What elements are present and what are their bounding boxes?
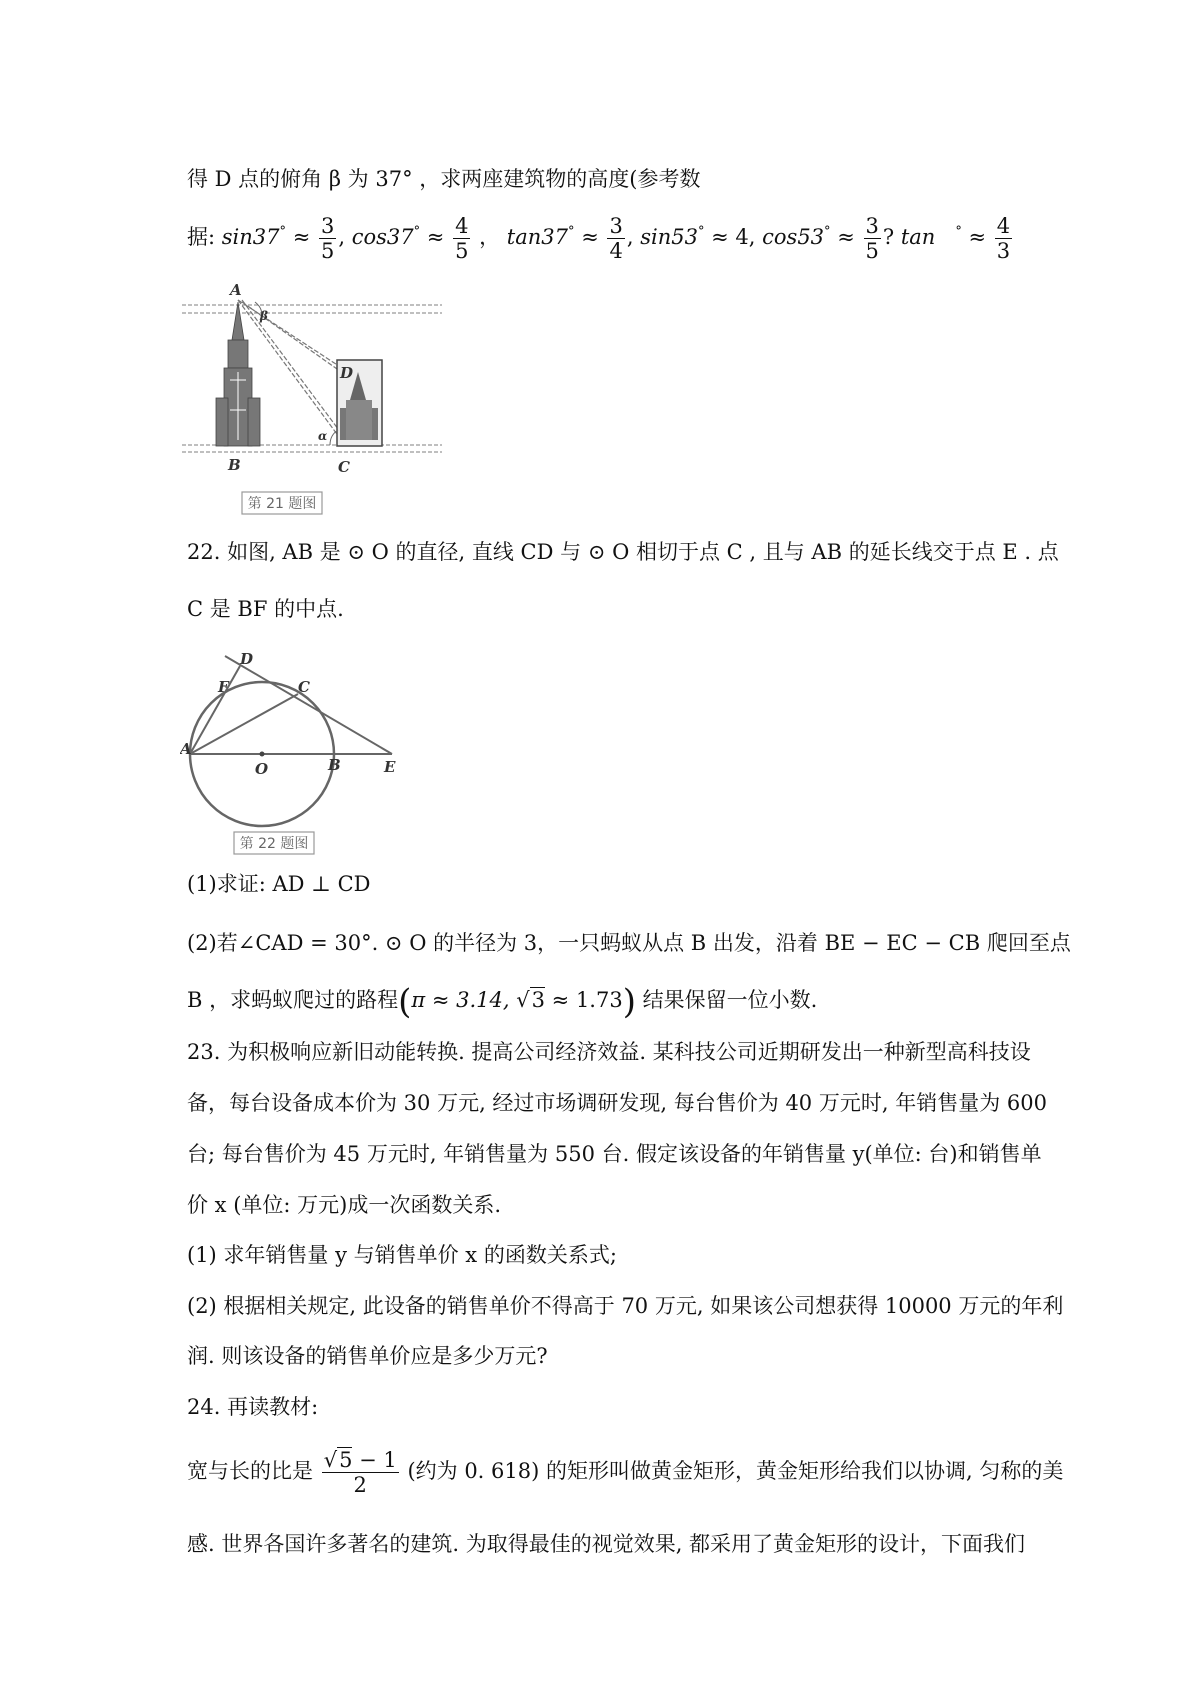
fig22-label-c: C <box>298 678 310 696</box>
fig21-label-c: C <box>338 458 350 476</box>
q23-line4: 价 x (单位: 万元)成一次函数关系. <box>187 1193 502 1217</box>
q23-part2-b: 润. 则该设备的销售单价应是多少万元? <box>187 1344 548 1368</box>
q21-frac-3-5: $\frac{3}{5}$ <box>320 214 335 264</box>
fig22-label-d: D <box>240 650 254 668</box>
q23-line2: 备，每台设备成本价为 30 万元, 经过市场调研发现, 每台售价为 40 万元时, 年销售量为 600 <box>187 1091 1047 1115</box>
q21-cos53: cos53 <box>762 225 825 250</box>
fig22-label-o: O <box>255 760 269 778</box>
q22-line2: C 是 BF 的中点. <box>187 597 344 621</box>
q22-line1: 22. 如图, AB 是 ⊙ O 的直径, 直线 CD 与 ⊙ O 相切于点 C , 且与 AB 的延长线交于点 E . 点 <box>187 540 1059 564</box>
q22-part2-b: B ，求蚂蚁爬过的路程(π ≈ 3.14, √3 ≈ 1.73) 结果保留一位小数. <box>187 982 818 1022</box>
q21-reference-data: 据: sin37° ≈ $\frac{3}{5}$ , cos37° ≈ $\frac{4}{5}$ ， tan37° ≈ $\frac{3}{4}$ , sin53° ≈ 4, cos53° ≈ $\frac{3}{5}$ ? tan ° ≈ $\frac{4}{3}$ <box>187 214 1011 264</box>
q21-sin37: sin37 <box>221 225 280 250</box>
q24-line2: 感. 世界各国许多著名的建筑. 为取得最佳的视觉效果, 都采用了黄金矩形的设计，下面我们 <box>187 1532 1026 1556</box>
q21-tan53: tan <box>900 225 936 250</box>
q23-part2-a: (2) 根据相关规定, 此设备的销售单价不得高于 70 万元, 如果该公司想获得 10000 万元的年利 <box>187 1294 1064 1318</box>
fig21-label-b: B <box>228 456 241 474</box>
q24-golden-ratio-fraction: $\frac{√5 - 1}{2}$ <box>323 1448 397 1498</box>
fig21-label-beta: β <box>260 309 268 323</box>
q21-frac-3-5b: $\frac{3}{5}$ <box>865 214 879 264</box>
q21-frac-4-3: $\frac{4}{3}$ <box>996 214 1011 264</box>
fig22-label-e: E <box>384 758 396 776</box>
q21-frac-3-4: $\frac{3}{4}$ <box>609 214 623 264</box>
fig22-label-a: A <box>180 740 192 758</box>
fig21-label-a: A <box>230 281 242 299</box>
q21-line1: 得 D 点的俯角 β 为 37° ，求两座建筑物的高度(参考数 <box>187 167 701 191</box>
q23-part1: (1) 求年销售量 y 与销售单价 x 的函数关系式; <box>187 1243 617 1267</box>
q21-frac-4-5: $\frac{4}{5}$ <box>455 214 469 264</box>
fig21-caption: 第 21 题图 <box>247 496 317 512</box>
figure-21 <box>180 280 450 520</box>
q21-tan37: tan37 <box>506 225 569 250</box>
q21-cos37: cos37 <box>351 225 414 250</box>
q21-sin53: sin53 <box>640 225 698 250</box>
q23-line3: 台; 每台售价为 45 万元时, 年销售量为 550 台. 假定该设备的年销售量 y(单位: 台)和销售单 <box>187 1142 1042 1166</box>
q22-part1: (1)求证: AD ⊥ CD <box>187 872 371 896</box>
fig22-label-f: F <box>218 678 229 696</box>
q24-title: 24. 再读教材: <box>187 1395 319 1419</box>
fig21-label-d: D <box>340 364 354 382</box>
figure-22 <box>180 648 400 858</box>
q24-line1: 宽与长的比是 $\frac{√5 - 1}{2}$ (约为 0. 618) 的矩形叫做黄金矩形，黄金矩形给我们以协调, 匀称的美 <box>187 1448 1064 1498</box>
q23-line1: 23. 为积极响应新旧动能转换. 提高公司经济效益. 某科技公司近期研发出一种新型高科技设 <box>187 1040 1031 1064</box>
q22-part2-a: (2)若∠CAD = 30°. ⊙ O 的半径为 3，一只蚂蚁从点 B 出发，沿着 BE − EC − CB 爬回至点 <box>187 931 1071 955</box>
q21-ref-prefix: 据: <box>187 225 216 250</box>
fig21-label-alpha: α <box>318 429 328 443</box>
fig22-label-b: B <box>328 756 341 774</box>
fig22-caption: 第 22 题图 <box>239 836 309 852</box>
